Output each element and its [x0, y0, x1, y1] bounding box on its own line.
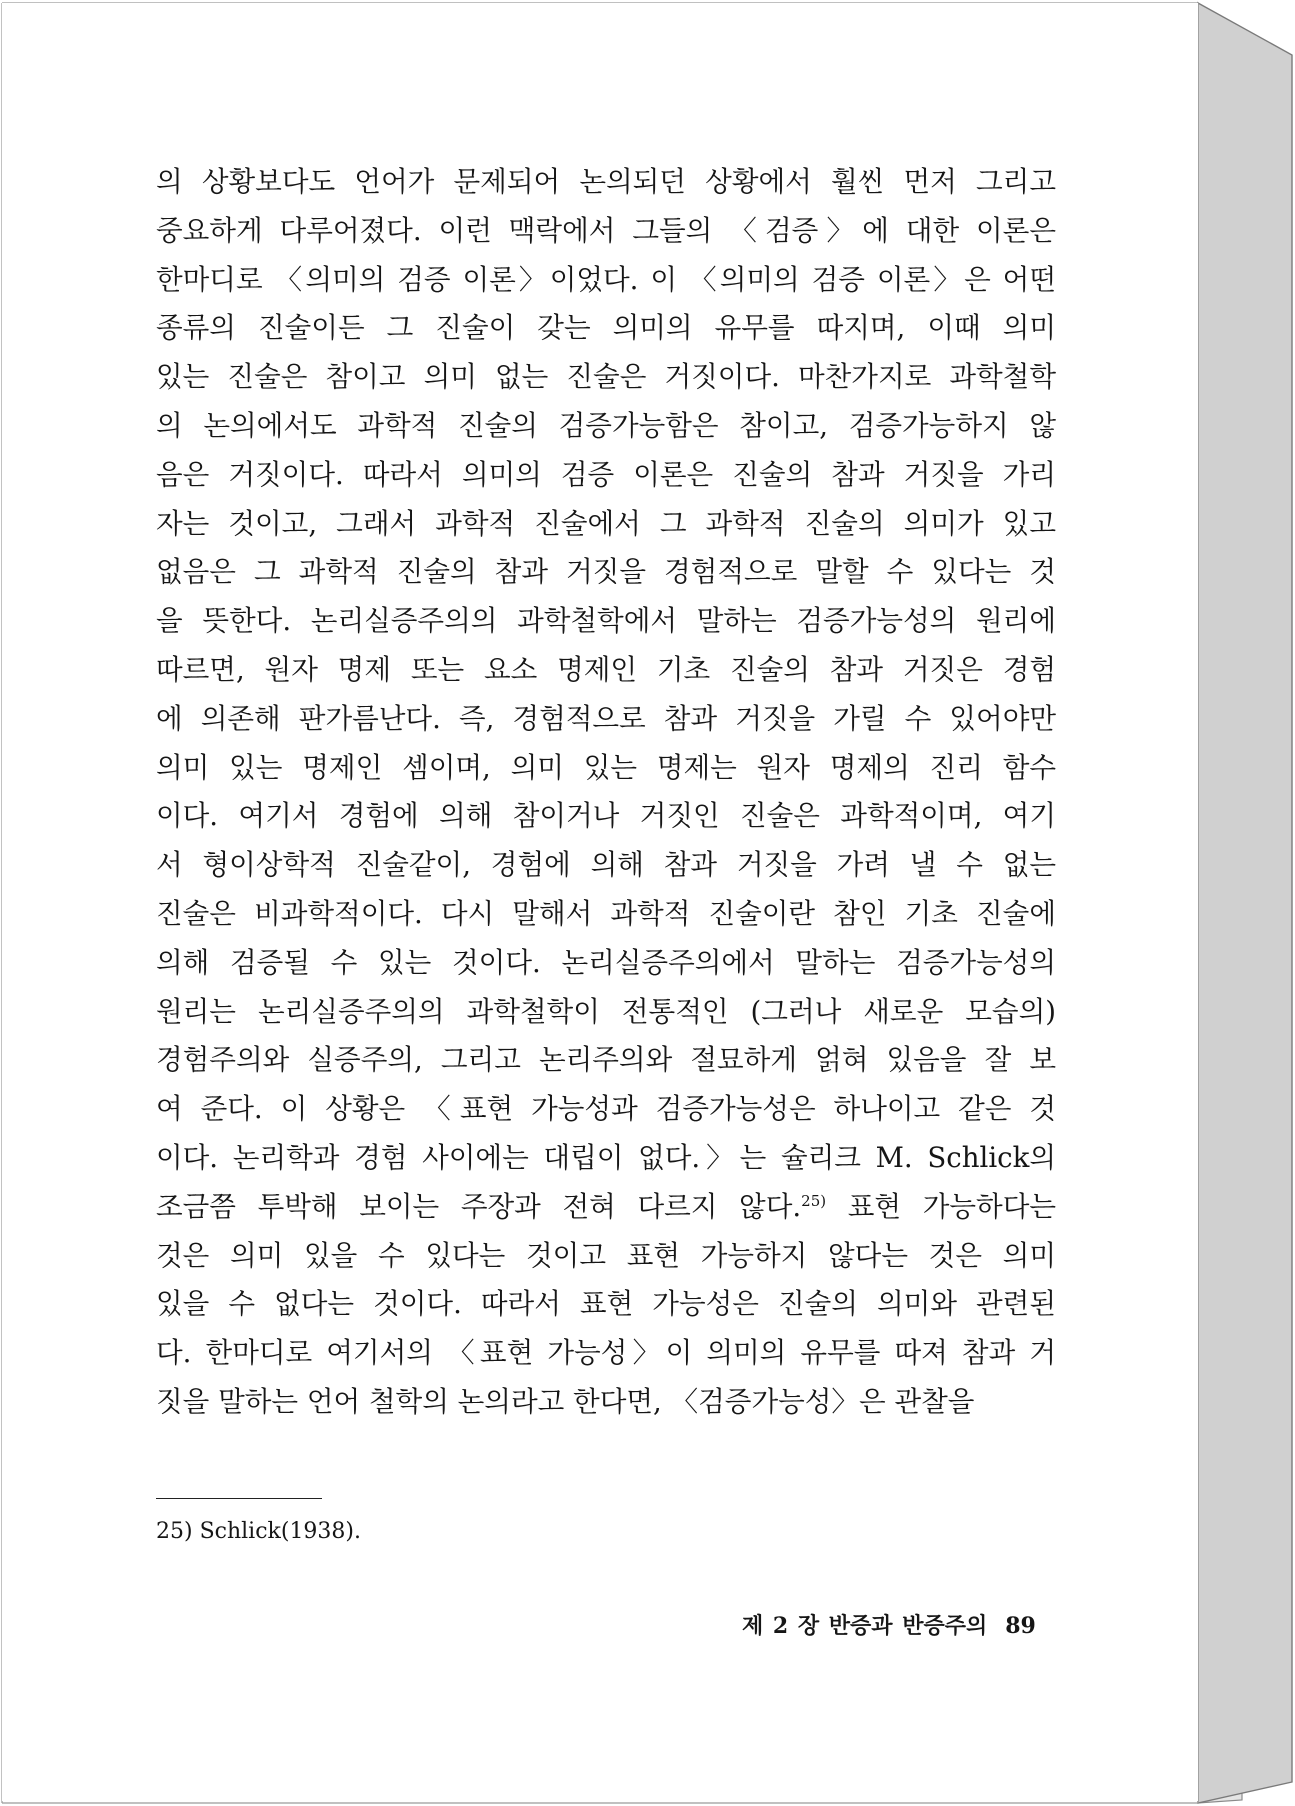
text-segment: 표현 가능하다는 [826, 1189, 1056, 1223]
text-line: 짓을 말하는 언어 철학의 논의라고 한다면, 〈검증가능성〉은 관찰을 [156, 1384, 975, 1418]
text-line: 다. 한마디로 여기서의 〈표현 가능성〉이 의미의 유무를 따져 참과 거 [156, 1336, 1056, 1370]
text-line-with-footnote-ref [156, 1183, 1056, 1232]
text-line: 한마디로 〈의미의 검증 이론〉이었다. 이 〈의미의 검증 이론〉은 어떤 [156, 262, 1056, 296]
text-line: 따르면, 원자 명제 또는 요소 명제인 기초 진술의 참과 거짓은 경험 [156, 652, 1056, 686]
body-text [156, 158, 1056, 1427]
footnote: 25) Schlick(1938). [156, 1519, 362, 1544]
text-line: 것은 의미 있을 수 있다는 것이고 표현 가능하지 않다는 것은 의미 [156, 1238, 1056, 1272]
text-line: 원리는 논리실증주의의 과학철학이 전통적인 (그러나 새로운 모습의) [156, 994, 1056, 1028]
chapter-title: 제 2 장 반증과 반증주의 [742, 1613, 988, 1639]
text-line: 있는 진술은 참이고 의미 없는 진술은 거짓이다. 마찬가지로 과학철학 [156, 360, 1056, 394]
text-line: 경험주의와 실증주의, 그리고 논리주의와 절묘하게 얽혀 있음을 잘 보 [156, 1043, 1056, 1077]
text-line: 의 논의에서도 과학적 진술의 검증가능함은 참이고, 검증가능하지 않 [156, 408, 1056, 442]
text-line: 의해 검증될 수 있는 것이다. 논리실증주의에서 말하는 검증가능성의 [156, 945, 1056, 979]
text-line: 여 준다. 이 상황은 〈표현 가능성과 검증가능성은 하나이고 같은 것 [156, 1092, 1056, 1126]
text-line: 진술은 비과학적이다. 다시 말해서 과학적 진술이란 참인 기초 진술에 [156, 896, 1056, 930]
footnote-reference[interactable]: 25) [801, 1191, 827, 1210]
text-line: 의미 있는 명제인 셈이며, 의미 있는 명제는 원자 명제의 진리 함수 [156, 750, 1056, 784]
text-line: 이다. 논리학과 경험 사이에는 대립이 없다.〉는 슐리크 M. Schlick의 [156, 1140, 1056, 1174]
text-line: 중요하게 다루어졌다. 이런 맥락에서 그들의 〈검증〉에 대한 이론은 [156, 213, 1056, 247]
page-number: 89 [1005, 1613, 1036, 1639]
text-line: 이다. 여기서 경험에 의해 참이거나 거짓인 진술은 과학적이며, 여기 [156, 799, 1056, 833]
text-line: 종류의 진술이든 그 진술이 갖는 의미의 유무를 따지며, 이때 의미 [156, 311, 1056, 345]
text-line: 에 의존해 판가름난다. 즉, 경험적으로 참과 거짓을 가릴 수 있어야만 [156, 701, 1056, 735]
text-line: 있을 수 없다는 것이다. 따라서 표현 가능성은 진술의 의미와 관련된 [156, 1287, 1056, 1321]
text-line: 음은 거짓이다. 따라서 의미의 검증 이론은 진술의 참과 거짓을 가리 [156, 457, 1056, 491]
text-line: 서 형이상학적 진술같이, 경험에 의해 참과 거짓을 가려 낼 수 없는 [156, 848, 1056, 882]
running-footer [742, 1610, 1036, 1642]
text-line: 자는 것이고, 그래서 과학적 진술에서 그 과학적 진술의 의미가 있고 [156, 506, 1056, 540]
text-line: 의 상황보다도 언어가 문제되어 논의되던 상황에서 훨씬 먼저 그리고 [156, 165, 1056, 198]
footnote-divider [156, 1498, 322, 1499]
text-line: 을 뜻한다. 논리실증주의의 과학철학에서 말하는 검증가능성의 원리에 [156, 604, 1056, 638]
text-segment: 조금쯤 투박해 보이는 주장과 전혀 다르지 않다. [156, 1189, 802, 1223]
text-line: 없음은 그 과학적 진술의 참과 거짓을 경험적으로 말할 수 있다는 것 [156, 555, 1056, 589]
